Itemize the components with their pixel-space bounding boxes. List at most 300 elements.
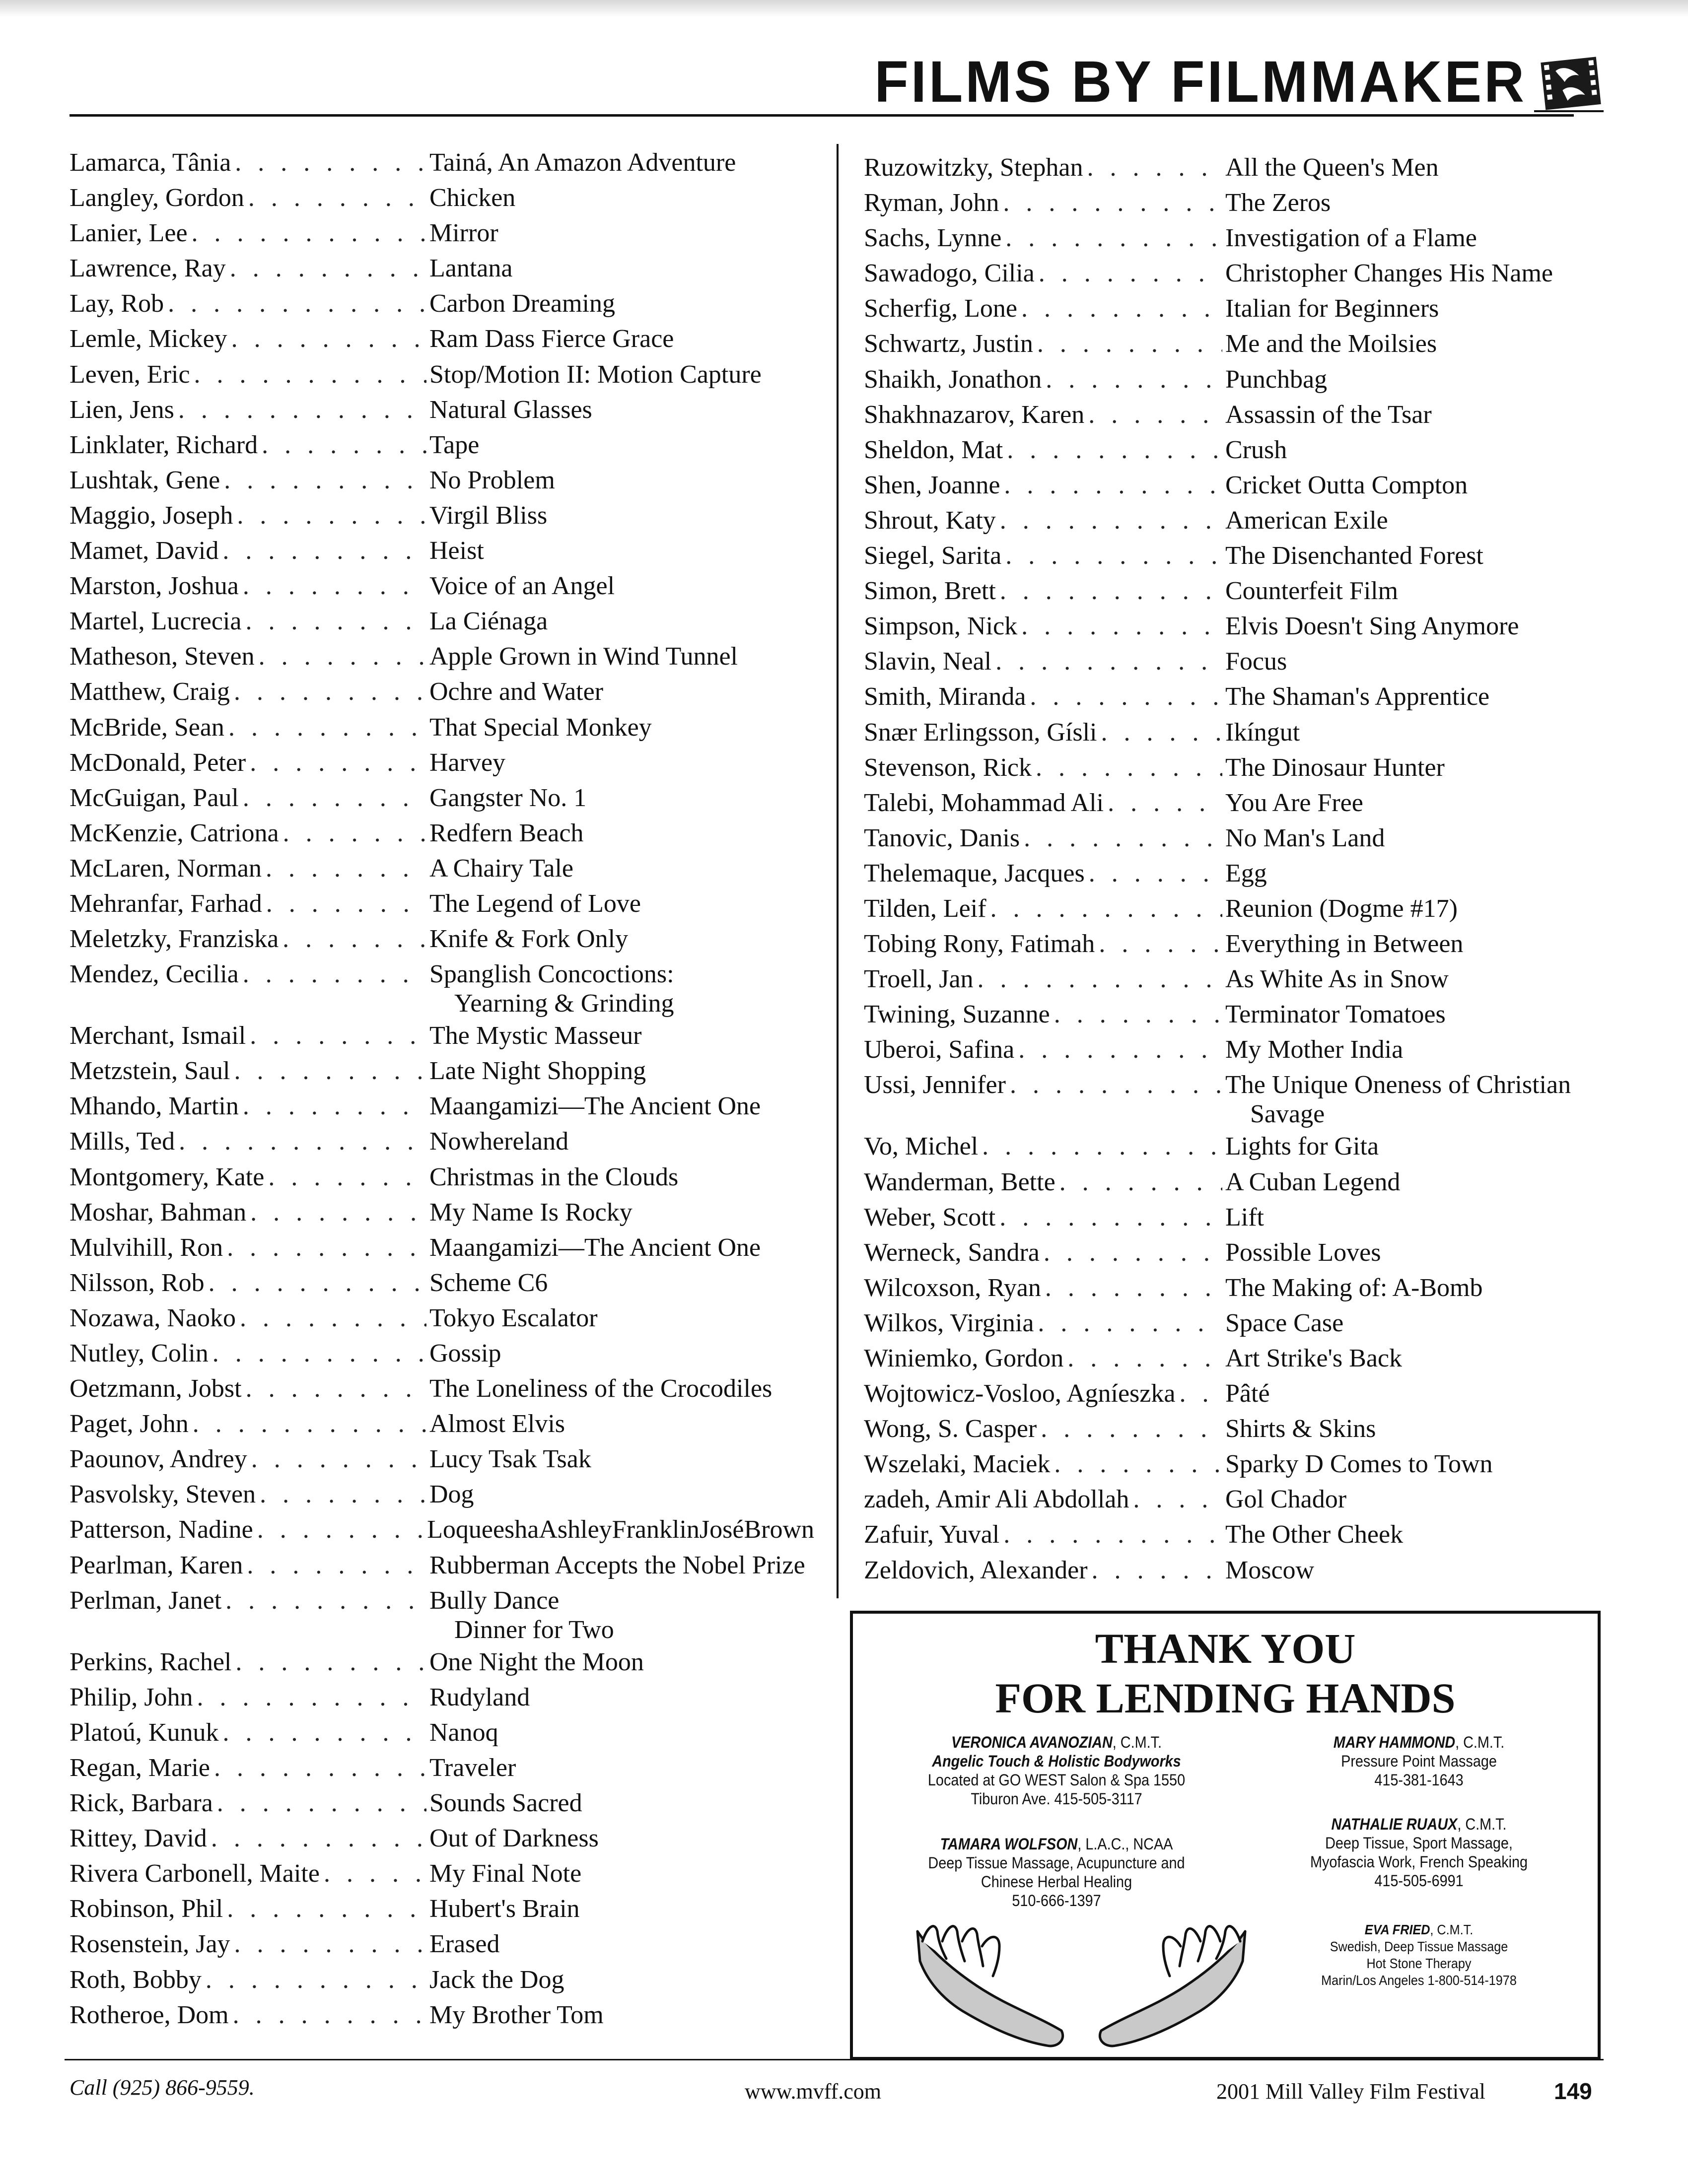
left-column bbox=[70, 145, 814, 2033]
dot-leader bbox=[1036, 750, 1222, 785]
filmmaker-entry bbox=[70, 1441, 814, 1477]
ad-contact-tamara bbox=[905, 1835, 1208, 1910]
dot-leader bbox=[262, 427, 426, 463]
filmmaker-entry bbox=[70, 816, 814, 851]
filmmaker-name: zadeh, Amir Ali Abdollah bbox=[864, 1485, 1129, 1514]
filmmaker-name: Perlman, Janet bbox=[70, 1586, 222, 1615]
filmmaker-entry bbox=[70, 745, 814, 780]
dot-leader bbox=[1007, 432, 1222, 468]
film-title-text: Space Case bbox=[1225, 1308, 1344, 1337]
film-title-text: Pâté bbox=[1225, 1379, 1270, 1408]
film-title bbox=[429, 1230, 814, 1262]
film-title bbox=[429, 851, 814, 883]
film-title-text: Bully Dance bbox=[429, 1586, 560, 1615]
filmmaker-name: Simon, Brett bbox=[864, 577, 996, 606]
film-title-text: Spanglish Concoctions: bbox=[429, 960, 674, 989]
film-title bbox=[429, 1856, 814, 1888]
film-title bbox=[429, 1089, 814, 1121]
filmmaker-name: Regan, Marie bbox=[70, 1753, 211, 1782]
film-title bbox=[1225, 926, 1579, 958]
film-title-text: Hubert's Brain bbox=[429, 1895, 580, 1923]
film-title-text: Out of Darkness bbox=[429, 1824, 599, 1853]
filmmaker-entry bbox=[70, 1962, 814, 1997]
dot-leader bbox=[1067, 1341, 1222, 1376]
filmmaker-name: Roth, Bobby bbox=[70, 1965, 202, 1994]
filmmaker-entry bbox=[864, 150, 1579, 185]
filmmaker-entry bbox=[864, 820, 1579, 856]
film-title-text: Traveler bbox=[429, 1753, 516, 1782]
filmmaker-entry bbox=[864, 1305, 1579, 1341]
film-title bbox=[429, 1441, 814, 1474]
film-title-text: Dog bbox=[429, 1480, 474, 1509]
filmmaker-entry bbox=[864, 538, 1579, 573]
dot-leader bbox=[250, 1195, 426, 1230]
filmmaker-name: Platoú, Kunuk bbox=[70, 1718, 219, 1747]
footer-phone: Call (925) 866-9559. bbox=[70, 2075, 255, 2100]
dot-leader bbox=[1099, 926, 1222, 961]
filmmaker-entry bbox=[70, 1644, 814, 1680]
filmmaker-name: Winiemko, Gordon bbox=[864, 1344, 1064, 1372]
filmmaker-name: Matheson, Steven bbox=[70, 642, 255, 671]
film-title bbox=[429, 145, 814, 177]
filmmaker-entry bbox=[70, 357, 814, 392]
film-title-text: Assassin of the Tsar bbox=[1225, 400, 1432, 429]
film-title bbox=[429, 604, 814, 636]
dot-leader bbox=[1030, 679, 1222, 714]
film-title-continuation: Savage bbox=[1250, 1100, 1325, 1129]
filmmaker-name: Lay, Rob bbox=[70, 289, 164, 318]
film-strip-icon bbox=[1534, 55, 1604, 119]
ad-contact-veronica bbox=[905, 1733, 1208, 1808]
filmmaker-entry bbox=[70, 286, 814, 321]
film-title-text: Virgil Bliss bbox=[429, 501, 548, 530]
filmmaker-name: Robinson, Phil bbox=[70, 1895, 223, 1923]
film-title-text: Chicken bbox=[429, 184, 516, 212]
dot-leader bbox=[1003, 1517, 1222, 1552]
filmmaker-name: McBride, Sean bbox=[70, 713, 224, 742]
film-title-text: Lantana bbox=[429, 254, 513, 283]
film-title-text: Almost Elvis bbox=[429, 1410, 565, 1438]
film-title bbox=[429, 1926, 814, 1959]
dot-leader bbox=[1179, 1376, 1222, 1411]
filmmaker-entry bbox=[70, 321, 814, 356]
film-title bbox=[1225, 1482, 1579, 1514]
filmmaker-name: Moshar, Bahman bbox=[70, 1198, 247, 1227]
dot-leader bbox=[282, 921, 426, 956]
filmmaker-name: Linklater, Richard bbox=[70, 430, 258, 459]
filmmaker-name: Shaikh, Jonathon bbox=[864, 365, 1042, 394]
filmmaker-entry bbox=[864, 1376, 1579, 1411]
film-title bbox=[1225, 785, 1579, 818]
film-title bbox=[429, 956, 814, 1018]
filmmaker-name: Leven, Eric bbox=[70, 360, 190, 389]
film-title bbox=[429, 427, 814, 460]
film-title-text: Knife & Fork Only bbox=[429, 925, 629, 954]
dot-leader bbox=[224, 463, 426, 498]
film-title-text: Me and the Moilsies bbox=[1225, 330, 1437, 358]
film-title bbox=[1225, 1376, 1579, 1408]
filmmaker-name: Scherfig, Lone bbox=[864, 294, 1018, 323]
filmmaker-entry bbox=[864, 362, 1579, 397]
dot-leader bbox=[1018, 1032, 1222, 1067]
film-title bbox=[429, 1962, 814, 1994]
filmmaker-name: Sachs, Lynne bbox=[864, 224, 1002, 253]
dot-leader bbox=[234, 1926, 426, 1962]
filmmaker-entry bbox=[864, 1553, 1579, 1588]
filmmaker-name: Ryman, John bbox=[864, 189, 999, 217]
film-title-text: Terminator Tomatoes bbox=[1225, 1000, 1446, 1029]
film-title bbox=[1225, 1341, 1579, 1373]
filmmaker-name: Rosenstein, Jay bbox=[70, 1930, 230, 1959]
film-title-text: Investigation of a Flame bbox=[1225, 224, 1477, 253]
film-title-text: Lift bbox=[1225, 1203, 1264, 1231]
film-title-text: Redfern Beach bbox=[429, 819, 584, 847]
filmmaker-name: Twining, Suzanne bbox=[864, 1000, 1050, 1029]
filmmaker-name: Tobing Rony, Fatimah bbox=[864, 930, 1095, 958]
film-title bbox=[429, 1160, 814, 1192]
filmmaker-entry bbox=[864, 1411, 1579, 1446]
filmmaker-entry bbox=[70, 463, 814, 498]
film-title bbox=[1225, 1411, 1579, 1443]
filmmaker-entry bbox=[864, 891, 1579, 926]
filmmaker-entry bbox=[864, 1067, 1579, 1129]
filmmaker-name: Mendez, Cecilia bbox=[70, 960, 239, 989]
filmmaker-name: Schwartz, Justin bbox=[864, 330, 1033, 358]
dot-leader bbox=[1041, 1411, 1222, 1446]
filmmaker-entry bbox=[70, 1195, 814, 1230]
filmmaker-entry bbox=[864, 644, 1579, 679]
film-title bbox=[1225, 256, 1579, 288]
filmmaker-entry bbox=[864, 397, 1579, 432]
dot-leader bbox=[1045, 1270, 1222, 1305]
film-title-text: Egg bbox=[1225, 859, 1267, 887]
contact-name: NATHALIE RUAUX bbox=[1331, 1815, 1458, 1833]
film-title bbox=[429, 886, 814, 918]
film-title-text: Apple Grown in Wind Tunnel bbox=[429, 642, 738, 671]
film-title-text: The Disenchanted Forest bbox=[1225, 542, 1483, 570]
dot-leader bbox=[206, 1962, 426, 1997]
film-title bbox=[429, 1715, 814, 1747]
filmmaker-entry bbox=[864, 1270, 1579, 1305]
filmmaker-entry bbox=[70, 145, 814, 180]
contact-credential: , L.A.C., NCAA bbox=[1077, 1835, 1173, 1853]
film-title-text: Tape bbox=[429, 430, 480, 459]
film-title bbox=[429, 1124, 814, 1156]
film-title bbox=[429, 1265, 814, 1297]
filmmaker-entry bbox=[864, 1200, 1579, 1235]
film-title-continuation: Dinner for Two bbox=[454, 1615, 614, 1644]
filmmaker-entry bbox=[864, 291, 1579, 326]
film-title bbox=[429, 1891, 814, 1923]
dot-leader bbox=[1004, 468, 1222, 503]
filmmaker-entry bbox=[70, 1160, 814, 1195]
film-title bbox=[429, 745, 814, 777]
film-title bbox=[429, 674, 814, 706]
contact-credential: , C.M.T. bbox=[1455, 1733, 1505, 1751]
film-title-text: Heist bbox=[429, 537, 484, 565]
film-title bbox=[1225, 1553, 1579, 1585]
filmmaker-name: Lamarca, Tânia bbox=[70, 148, 231, 177]
filmmaker-entry bbox=[864, 432, 1579, 468]
dot-leader bbox=[324, 1856, 426, 1891]
film-title bbox=[429, 1195, 814, 1227]
filmmaker-name: Wszelaki, Maciek bbox=[864, 1450, 1051, 1479]
filmmaker-entry bbox=[70, 1336, 814, 1371]
ad-title-line-2: FOR LENDING HANDS bbox=[995, 1674, 1456, 1722]
film-title bbox=[429, 286, 814, 318]
ad-contact-mary bbox=[1280, 1733, 1557, 1789]
film-title-text: Gossip bbox=[429, 1339, 501, 1367]
footer-url[interactable]: www.mvff.com bbox=[745, 2079, 881, 2104]
film-title-text: Counterfeit Film bbox=[1225, 577, 1399, 606]
contact-business: Angelic Touch & Holistic Bodyworks bbox=[932, 1752, 1181, 1770]
film-title-text: My Final Note bbox=[429, 1859, 582, 1888]
film-title-text: Ikíngut bbox=[1225, 718, 1300, 747]
dot-leader bbox=[1039, 256, 1222, 291]
filmmaker-entry bbox=[70, 1371, 814, 1406]
film-title bbox=[429, 1477, 814, 1509]
film-title bbox=[1225, 997, 1579, 1029]
filmmaker-name: Wilcoxson, Ryan bbox=[864, 1273, 1041, 1302]
filmmaker-name: Oetzmann, Jobst bbox=[70, 1374, 242, 1403]
film-title-text: As White As in Snow bbox=[1225, 965, 1449, 994]
filmmaker-name: Shakhnazarov, Karen bbox=[864, 400, 1085, 429]
filmmaker-entry bbox=[864, 185, 1579, 220]
dot-leader bbox=[260, 1477, 426, 1512]
dot-leader bbox=[168, 286, 426, 321]
film-title bbox=[427, 1512, 814, 1544]
filmmaker-entry bbox=[864, 1482, 1579, 1517]
film-title bbox=[429, 1821, 814, 1853]
film-title-text: Punchbag bbox=[1225, 365, 1328, 394]
column-divider bbox=[837, 144, 839, 1598]
filmmaker-entry bbox=[70, 1891, 814, 1926]
film-title bbox=[1225, 362, 1579, 394]
filmmaker-entry bbox=[70, 639, 814, 674]
film-title-text: The Loneliness of the Crocodiles bbox=[429, 1374, 773, 1403]
film-title-text: The Zeros bbox=[1225, 189, 1331, 217]
contact-detail: 510-666-1397 bbox=[1012, 1892, 1101, 1910]
film-title-text: Rubberman Accepts the Nobel Prize bbox=[429, 1551, 805, 1579]
film-title bbox=[429, 1336, 814, 1368]
contact-detail: Pressure Point Massage bbox=[1341, 1752, 1497, 1770]
film-title-text: The Making of: A-Bomb bbox=[1225, 1273, 1483, 1302]
filmmaker-name: Tanovic, Danis bbox=[864, 823, 1020, 852]
film-title-text: You Are Free bbox=[1225, 788, 1363, 817]
contact-detail: Marin/Los Angeles 1-800-514-1978 bbox=[1321, 1973, 1517, 1988]
film-title bbox=[1225, 468, 1579, 500]
dot-leader bbox=[283, 816, 426, 851]
film-title-text: Stop/Motion II: Motion Capture bbox=[429, 360, 762, 389]
film-title-text: The Mystic Masseur bbox=[429, 1022, 642, 1050]
filmmaker-name: Wojtowicz-Vosloo, Agníeszka bbox=[864, 1379, 1176, 1408]
filmmaker-name: Maggio, Joseph bbox=[70, 501, 233, 530]
filmmaker-entry bbox=[864, 1129, 1579, 1164]
dot-leader bbox=[1003, 185, 1222, 220]
dot-leader bbox=[1000, 503, 1222, 538]
film-title-text: Maangamizi—The Ancient One bbox=[429, 1092, 761, 1121]
filmmaker-entry bbox=[864, 1032, 1579, 1067]
filmmaker-entry bbox=[864, 1446, 1579, 1482]
dot-leader bbox=[235, 145, 426, 180]
dot-leader bbox=[222, 533, 426, 568]
film-title-text: Elvis Doesn't Sing Anymore bbox=[1225, 612, 1519, 641]
dot-leader bbox=[978, 961, 1222, 997]
filmmaker-name: Uberoi, Safina bbox=[864, 1035, 1015, 1064]
filmmaker-entry bbox=[864, 573, 1579, 609]
dot-leader bbox=[178, 392, 426, 427]
filmmaker-name: Matthew, Craig bbox=[70, 678, 230, 706]
filmmaker-name: Perkins, Rachel bbox=[70, 1647, 232, 1676]
dot-leader bbox=[212, 1336, 426, 1371]
film-title-text: Lights for Gita bbox=[1225, 1132, 1379, 1161]
filmmaker-name: Stevenson, Rick bbox=[864, 753, 1032, 782]
dot-leader bbox=[243, 780, 426, 816]
film-title bbox=[429, 251, 814, 283]
filmmaker-entry bbox=[864, 503, 1579, 538]
film-title bbox=[429, 357, 814, 389]
film-title-text: Nowhereland bbox=[429, 1127, 569, 1156]
filmmaker-name: Langley, Gordon bbox=[70, 184, 244, 212]
film-title-text: All the Queen's Men bbox=[1225, 153, 1439, 182]
filmmaker-entry bbox=[70, 568, 814, 604]
ad-contact-nathalie bbox=[1280, 1815, 1557, 1890]
filmmaker-name: Snær Erlingsson, Gísli bbox=[864, 718, 1097, 747]
filmmaker-name: Mulvihill, Ron bbox=[70, 1233, 223, 1262]
filmmaker-entry bbox=[864, 256, 1579, 291]
contact-detail: Deep Tissue Massage, Acupuncture and bbox=[928, 1854, 1185, 1872]
header-rule bbox=[70, 114, 1574, 117]
filmmaker-entry bbox=[70, 886, 814, 921]
filmmaker-name: Mehranfar, Farhad bbox=[70, 889, 262, 918]
dot-leader bbox=[225, 1583, 426, 1618]
contact-name: TAMARA WOLFSON bbox=[940, 1835, 1078, 1853]
filmmaker-name: Talebi, Mohammad Ali bbox=[864, 788, 1104, 817]
film-title-text: My Name Is Rocky bbox=[429, 1198, 633, 1227]
filmmaker-name: Montgomery, Kate bbox=[70, 1162, 265, 1191]
film-title bbox=[1225, 185, 1579, 217]
film-title-text: Christopher Changes His Name bbox=[1225, 259, 1553, 288]
film-title bbox=[1225, 1200, 1579, 1232]
filmmaker-name: Paounov, Andrey bbox=[70, 1445, 247, 1474]
filmmaker-name: Slavin, Neal bbox=[864, 647, 992, 676]
filmmaker-entry bbox=[70, 780, 814, 816]
dot-leader bbox=[1101, 715, 1223, 750]
film-title-text: Reunion (Dogme #17) bbox=[1225, 894, 1458, 923]
film-title bbox=[429, 1997, 814, 2030]
film-title bbox=[429, 1371, 814, 1403]
dot-leader bbox=[227, 1230, 426, 1265]
film-title-text: Lucy Tsak Tsak bbox=[429, 1445, 591, 1474]
dot-leader bbox=[194, 357, 426, 392]
film-title bbox=[1225, 538, 1579, 570]
film-title-text: Harvey bbox=[429, 748, 506, 777]
film-title-text: No Problem bbox=[429, 466, 555, 494]
filmmaker-entry bbox=[70, 1856, 814, 1891]
filmmaker-name: Lawrence, Ray bbox=[70, 254, 226, 283]
contact-name: EVA FRIED bbox=[1364, 1922, 1430, 1937]
film-title bbox=[1225, 679, 1579, 711]
filmmaker-entry bbox=[864, 715, 1579, 750]
film-title-text: Everything in Between bbox=[1225, 930, 1464, 958]
filmmaker-entry bbox=[864, 785, 1579, 820]
dot-leader bbox=[251, 1441, 426, 1477]
filmmaker-entry bbox=[70, 1785, 814, 1821]
filmmaker-name: Meletzky, Franziska bbox=[70, 925, 279, 954]
film-title-text: Voice of an Angel bbox=[429, 572, 615, 601]
film-title bbox=[429, 816, 814, 848]
filmmaker-name: Siegel, Sarita bbox=[864, 542, 1002, 570]
dot-leader bbox=[214, 1750, 426, 1785]
filmmaker-entry bbox=[864, 750, 1579, 785]
dot-leader bbox=[237, 498, 426, 533]
filmmaker-entry bbox=[864, 326, 1579, 361]
film-title bbox=[1225, 1129, 1579, 1161]
filmmaker-name: Sheldon, Mat bbox=[864, 435, 1003, 464]
film-title-text: American Exile bbox=[1225, 506, 1388, 535]
dot-leader bbox=[227, 1891, 426, 1926]
filmmaker-entry bbox=[864, 679, 1579, 714]
filmmaker-entry bbox=[864, 1517, 1579, 1552]
filmmaker-name: Wong, S. Casper bbox=[864, 1415, 1037, 1443]
filmmaker-entry bbox=[70, 1512, 814, 1547]
film-title bbox=[1225, 1270, 1579, 1302]
dot-leader bbox=[222, 1715, 426, 1750]
filmmaker-entry bbox=[70, 1997, 814, 2033]
film-title-text: Erased bbox=[429, 1930, 500, 1959]
film-title bbox=[1225, 397, 1579, 429]
filmmaker-entry bbox=[864, 856, 1579, 891]
dot-leader bbox=[1046, 362, 1222, 397]
film-title-text: A Chairy Tale bbox=[429, 854, 574, 883]
film-title-text: Italian for Beginners bbox=[1225, 294, 1439, 323]
film-title bbox=[429, 1018, 814, 1050]
dot-leader bbox=[1089, 856, 1222, 891]
filmmaker-name: Marston, Joshua bbox=[70, 572, 239, 601]
filmmaker-name: Pasvolsky, Steven bbox=[70, 1480, 256, 1509]
filmmaker-name: Sawadogo, Cilia bbox=[864, 259, 1035, 288]
contact-credential: , C.M.T. bbox=[1430, 1922, 1474, 1937]
dot-leader bbox=[1005, 220, 1222, 256]
film-title bbox=[429, 1680, 814, 1712]
dot-leader bbox=[982, 1129, 1222, 1164]
filmmaker-name: Lemle, Mickey bbox=[70, 325, 227, 353]
dot-leader bbox=[243, 1089, 426, 1124]
filmmaker-entry bbox=[70, 1680, 814, 1715]
film-title bbox=[429, 639, 814, 671]
filmmaker-entry bbox=[70, 1477, 814, 1512]
filmmaker-name: Tilden, Leif bbox=[864, 894, 986, 923]
film-title-text: The Legend of Love bbox=[429, 889, 641, 918]
film-title-text: Gol Chador bbox=[1225, 1485, 1347, 1514]
filmmaker-entry bbox=[70, 215, 814, 251]
filmmaker-name: Rotheroe, Dom bbox=[70, 2000, 229, 2029]
filmmaker-name: Nutley, Colin bbox=[70, 1339, 209, 1367]
dot-leader bbox=[243, 956, 426, 992]
scan-edge-shade bbox=[0, 0, 1688, 17]
dot-leader bbox=[230, 251, 426, 286]
film-title bbox=[429, 1785, 814, 1818]
ad-contact-eva bbox=[1280, 1921, 1557, 1989]
dot-leader bbox=[1087, 150, 1222, 185]
film-title-text: Scheme C6 bbox=[429, 1268, 548, 1297]
film-title bbox=[1225, 715, 1579, 747]
film-title-text: That Special Monkey bbox=[429, 713, 652, 742]
filmmaker-name: Smith, Miranda bbox=[864, 682, 1026, 711]
dot-leader bbox=[250, 1018, 426, 1053]
dot-leader bbox=[250, 745, 426, 780]
dot-leader bbox=[193, 1406, 426, 1441]
